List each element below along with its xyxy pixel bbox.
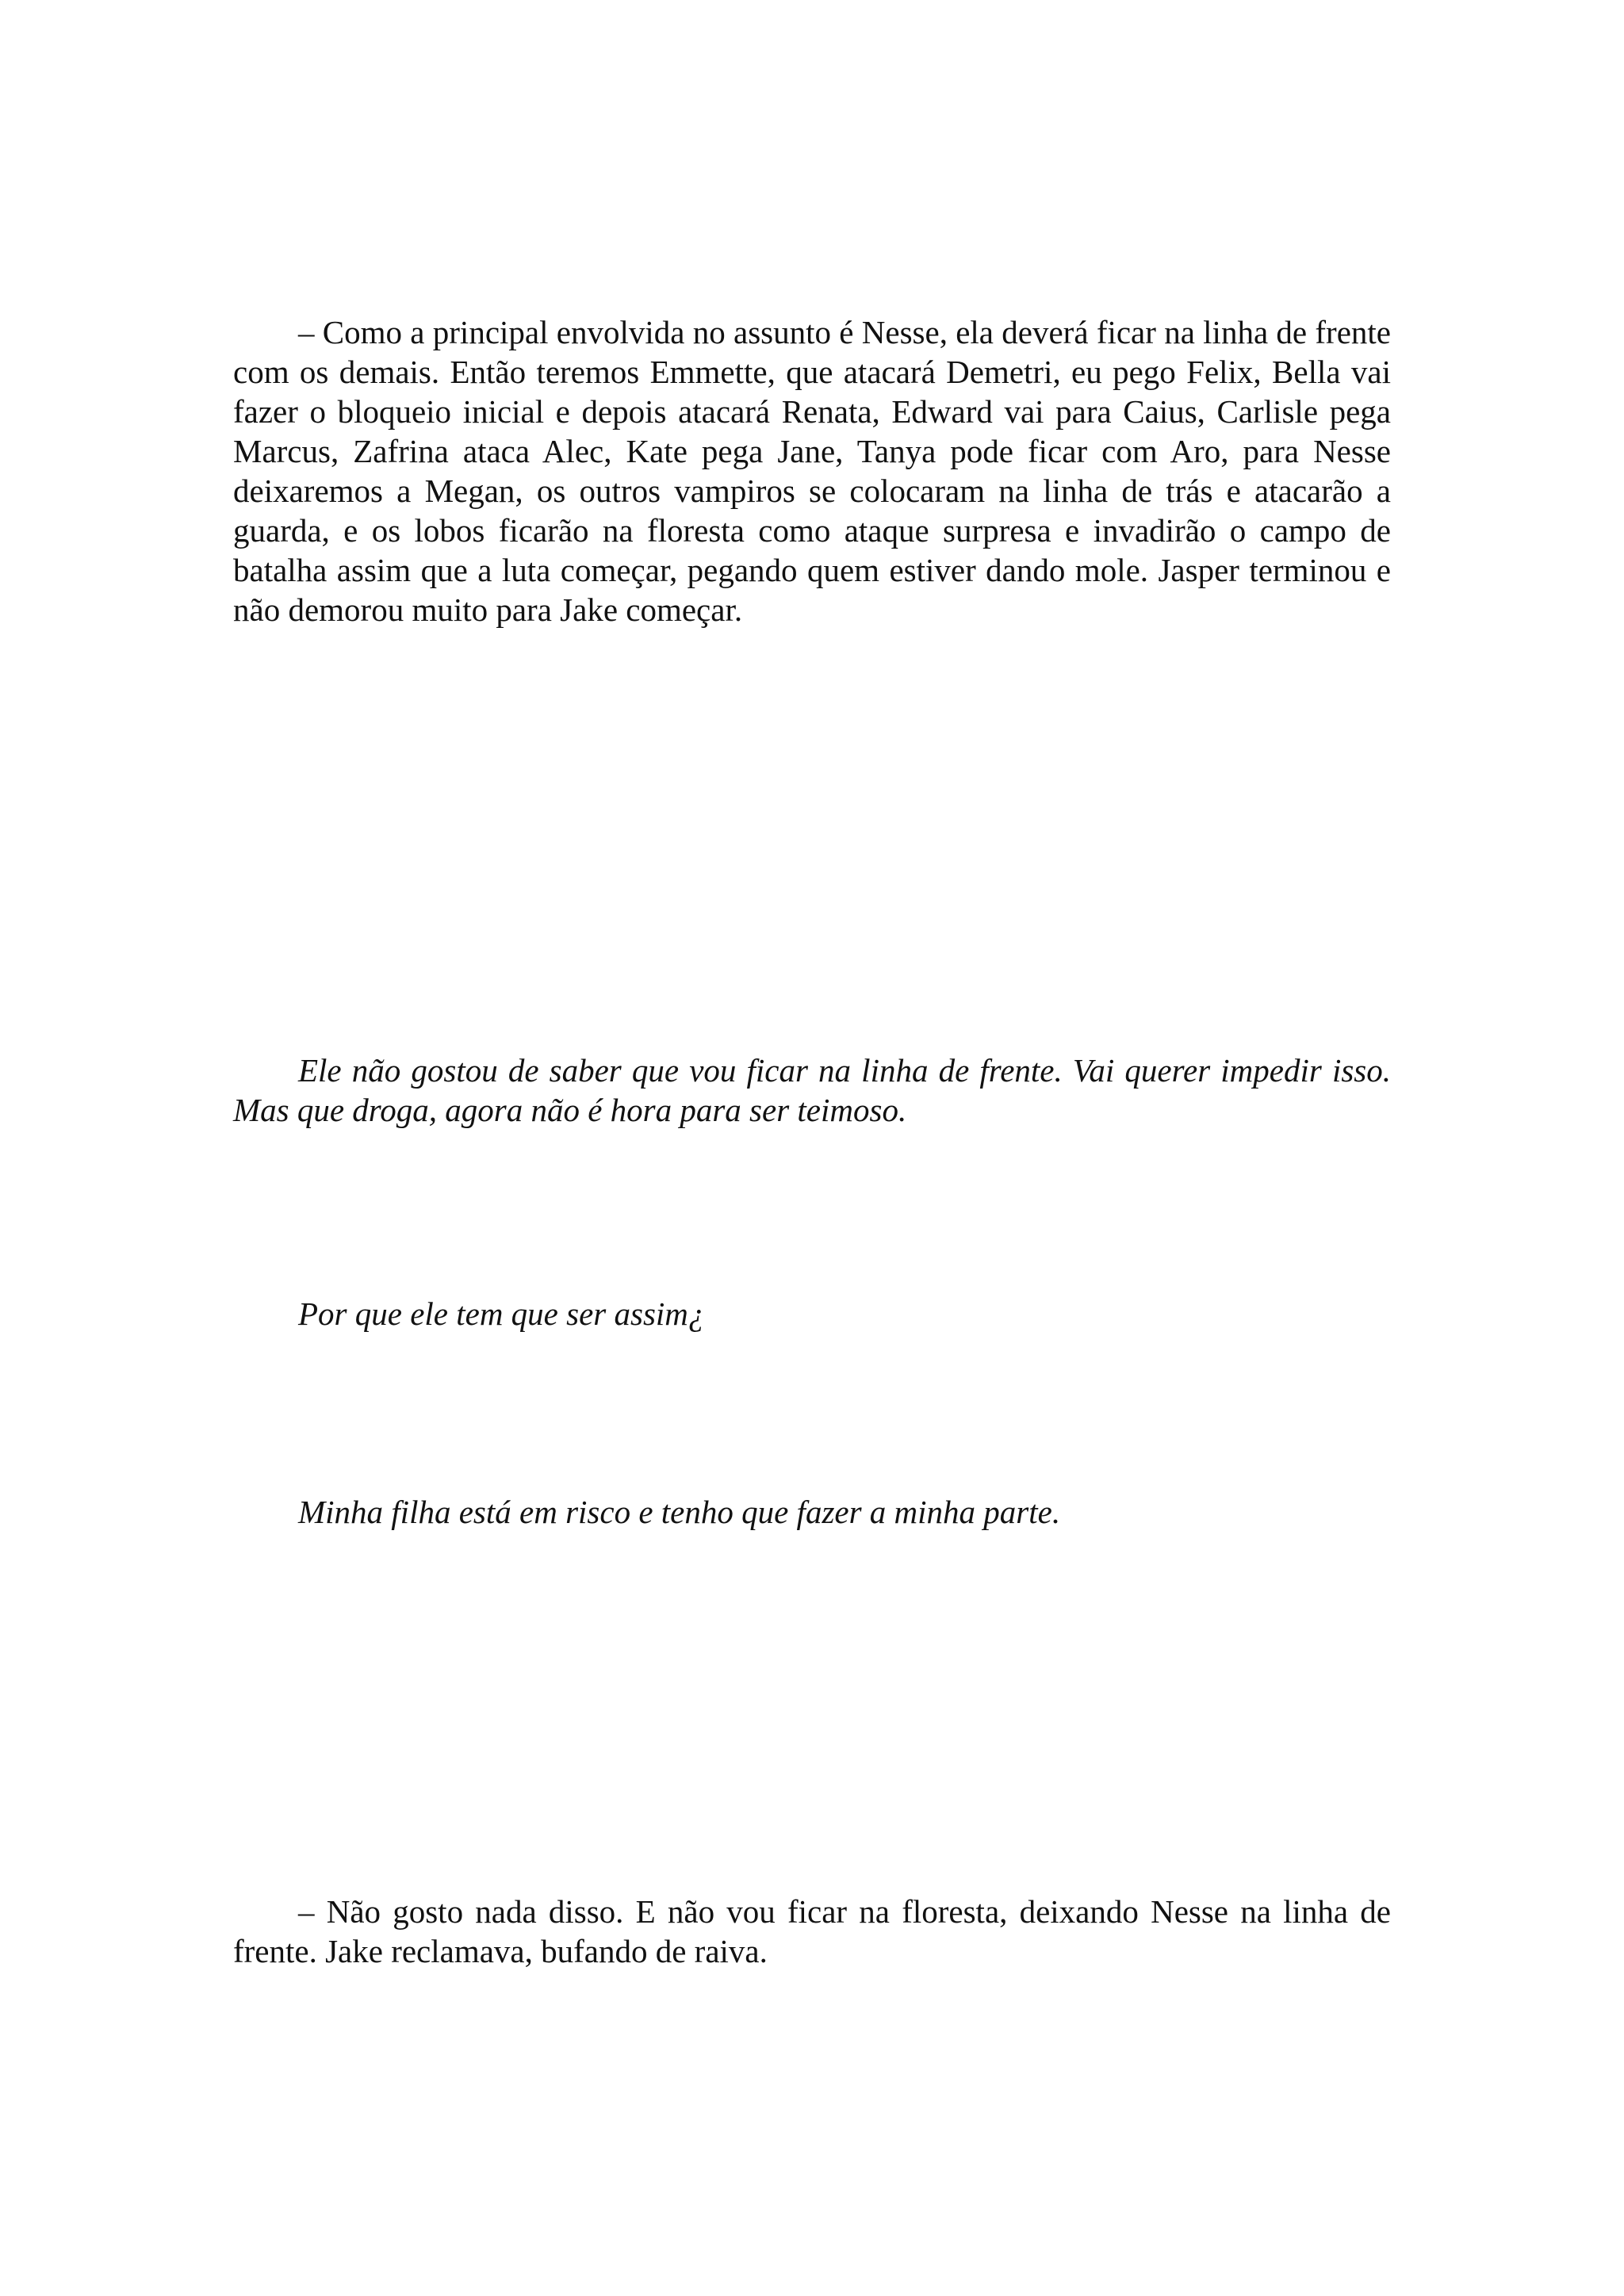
- paragraph-thought-front-line: Ele não gostou de saber que vou ficar na linha de frente. Vai querer impedir isso. Mas que droga, agora não é hora para ser teimoso.: [233, 1052, 1391, 1128]
- paragraph-jake-complaint: – Não gosto nada disso. E não vou ficar na floresta, deixando Nesse na linha de frente. Jake reclamava, bufando de raiva.: [233, 1893, 1391, 1969]
- paragraph-battle-plan: – Como a principal envolvida no assunto é Nesse, ela deverá ficar na linha de frente com os demais. Então teremos Emmette, que atacará Demetri, eu pego Felix, Bella vai fazer o bloqueio inicial e depois atacará Renata, Edward vai para Caius, Carlisle pega Marcus, Zafrina ataca Alec, Kate pega Jane, Tanya pode ficar com Aro, para Nesse deixaremos a Megan, os outros vampiros se colocaram na linha de trás e atacarão a guarda, e os lobos ficarão na floresta como ataque surpresa e invadirão o campo de batalha assim que a luta começar, pegando quem estiver dando mole. Jasper terminou e não demorou muito para Jake começar.: [233, 314, 1391, 628]
- paragraph-thought-daughter: Minha filha está em risco e tenho que fazer a minha parte.: [298, 1494, 1061, 1530]
- paragraph-thought-why: Por que ele tem que ser assim¿: [298, 1295, 705, 1332]
